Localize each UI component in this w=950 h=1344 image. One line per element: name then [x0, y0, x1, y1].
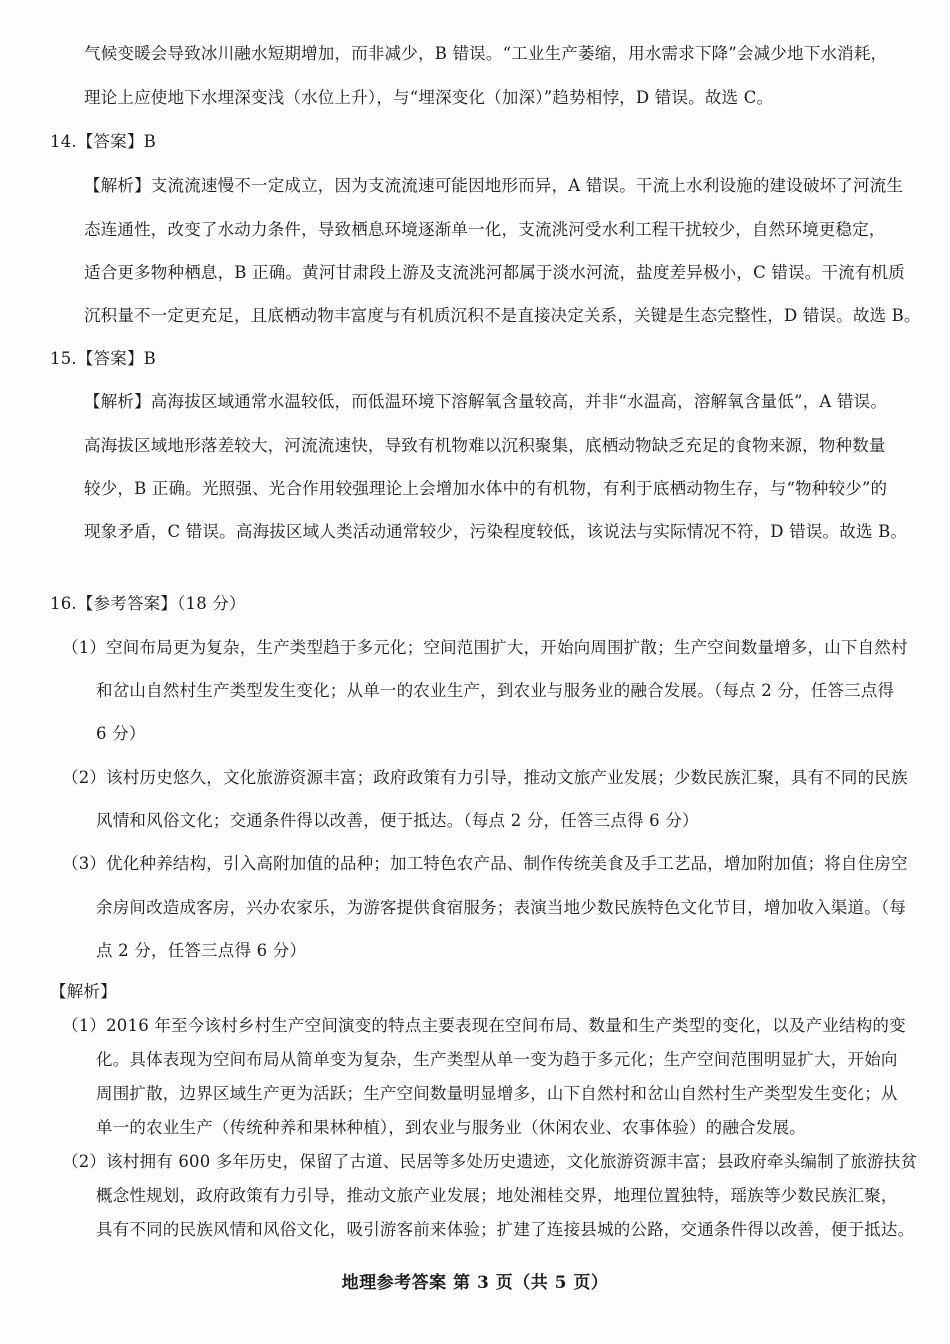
- q16-analysis-2-line-1: （2）该村拥有 600 多年历史，保留了古道、民居等多处历史遗迹，文化旅游资源丰富；县政府牵头编制了旅游扶贫: [62, 1152, 918, 1171]
- q16-analysis-2-line-3: 具有不同的民族风情和风俗文化，吸引游客前来体验；扩建了连接县城的公路，交通条件得以改善，便于抵达。: [96, 1220, 915, 1239]
- q14-analysis-line-2: 态连通性，改变了水动力条件，导致栖息环境逐渐单一化，支流洮河受水利工程干扰较少，自然环境更稳定，: [84, 220, 886, 239]
- q14-analysis-line-4: 沉积量不一定更充足，且底栖动物丰富度与有机质沉积不是直接决定关系，关键是生态完整性，D 错误。故选 B。: [84, 306, 921, 325]
- q16-answer-1-line-3: 6 分）: [96, 724, 146, 743]
- q16-answer-1-line-1: （1）空间布局更为复杂，生产类型趋于多元化；空间范围扩大，开始向周围扩散；生产空间数量增多，山下自然村: [62, 638, 908, 657]
- q16-analysis-1-line-3: 周围扩散，边界区域生产更为活跃；生产空间数量明显增多，山下自然村和岔山自然村生产类型发生变化；从: [96, 1084, 898, 1103]
- q16-analysis-2-line-2: 概念性规划，政府政策有力引导，推动文旅产业发展；地处湘桂交界，地理位置独特，瑶族等少数民族汇聚，: [96, 1186, 898, 1205]
- q16-answer-3-line-1: （3）优化种养结构，引入高附加值的品种；加工特色农产品、制作传统美食及手工艺品，增加附加值；将自住房空: [62, 854, 908, 873]
- q15-answer: 15.【答案】B: [50, 349, 156, 368]
- q14-analysis-line-3: 适合更多物种栖息，B 正确。黄河甘肃段上游及支流洮河都属于淡水河流，盐度差异极小，C 错误。干流有机质: [84, 263, 905, 282]
- q14-answer: 14.【答案】B: [50, 132, 156, 151]
- q16-analysis-1-line-2: 化。具体表现为空间布局从简单变为复杂，生产类型从单一变为趋于多元化；生产空间范围明显扩大，开始向: [96, 1050, 898, 1069]
- q16-answer-2-line-2: 风情和风俗文化；交通条件得以改善，便于抵达。（每点 2 分，任答三点得 6 分）: [96, 811, 699, 830]
- q15-analysis-line-4: 现象矛盾，C 错误。高海拔区域人类活动通常较少，污染程度较低，该说法与实际情况不符，D 错误。故选 B。: [84, 522, 908, 541]
- q15-analysis-line-3: 较少，B 正确。光照强、光合作用较强理论上会增加水体中的有机物，有利于底栖动物生存，与“物种较少”的: [84, 479, 888, 498]
- q16-answer-1-line-2: 和岔山自然村生产类型发生变化；从单一的农业生产，到农业与服务业的融合发展。（每点 2 分，任答三点得: [96, 681, 895, 700]
- q16-answer-3-line-3: 点 2 分，任答三点得 6 分）: [96, 941, 307, 960]
- q16-analysis-heading: 【解析】: [50, 982, 117, 1001]
- q14-analysis-line-1: 【解析】支流流速慢不一定成立，因为支流流速可能因地形而异，A 错误。干流上水利设施的建设破坏了河流生: [84, 176, 904, 195]
- q13-continued-line-2: 理论上应使地下水埋深变浅（水位上升），与“埋深变化（加深）”趋势相悖，D 错误。故选 C。: [84, 88, 774, 107]
- page-footer: 地理参考答案 第 3 页（共 5 页）: [341, 1273, 609, 1293]
- q16-analysis-1-line-1: （1）2016 年至今该村乡村生产空间演变的特点主要表现在空间布局、数量和生产类型的变化，以及产业结构的变: [62, 1016, 906, 1035]
- q16-reference-answer-heading: 16.【参考答案】（18 分）: [50, 594, 246, 613]
- q16-analysis-1-line-4: 单一的农业生产（传统种养和果林种植），到农业与服务业（休闲农业、农事体验）的融合发展。: [96, 1118, 806, 1137]
- q13-continued-line-1: 气候变暖会导致冰川融水短期增加，而非减少，B 错误。“工业生产萎缩，用水需求下降”会减少地下水消耗，: [84, 44, 888, 63]
- q16-answer-3-line-2: 余房间改造成客房，兴办农家乐，为游客提供食宿服务；表演当地少数民族特色文化节目，增加收入渠道。（每: [96, 898, 907, 917]
- q15-analysis-line-1: 【解析】高海拔区域通常水温较低，而低温环境下溶解氧含量较高，并非“水温高，溶解氧含量低”，A 错误。: [84, 392, 888, 411]
- q16-answer-2-line-1: （2）该村历史悠久，文化旅游资源丰富；政府政策有力引导，推动文旅产业发展；少数民族汇聚，具有不同的民族: [62, 768, 908, 787]
- q15-analysis-line-2: 高海拔区域地形落差较大，河流流速快，导致有机物难以沉积聚集，底栖动物缺乏充足的食物来源，物种数量: [84, 436, 886, 455]
